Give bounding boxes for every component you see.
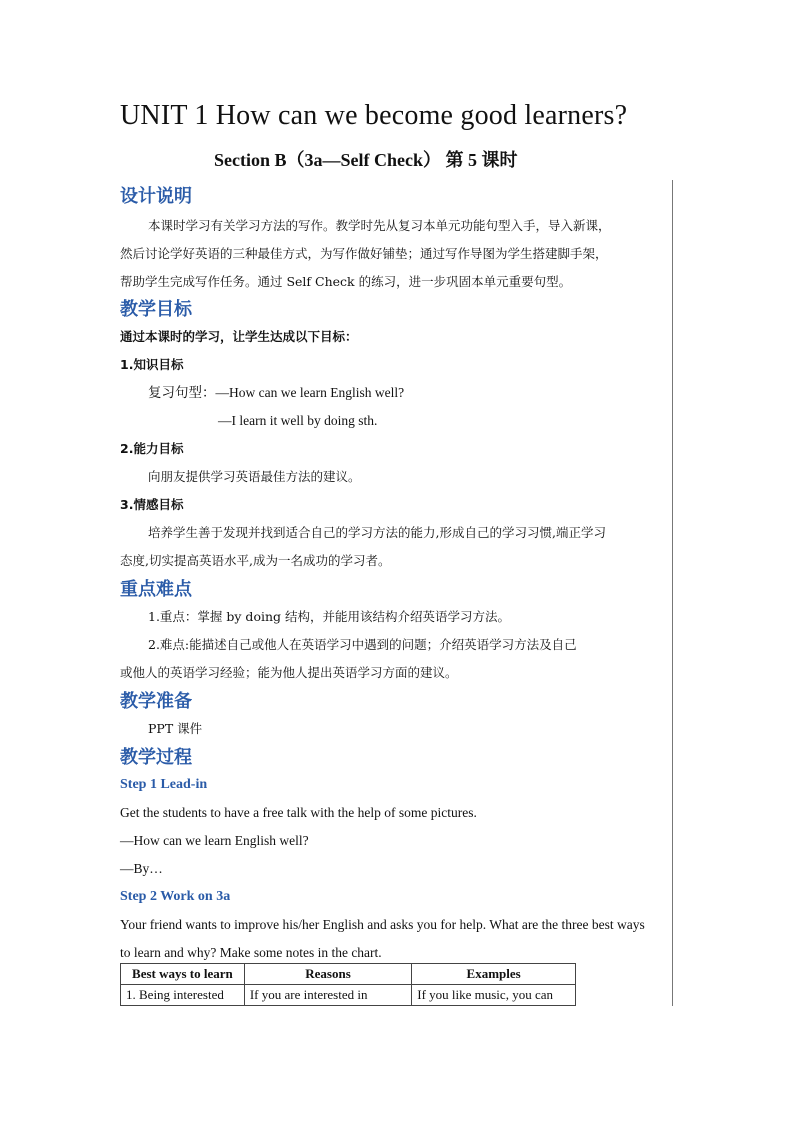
lesson-subtitle: Section B（3a—Self Check） 第 5 课时 [214,150,518,170]
emotion-goal-line-1: 培养学生善于发现并找到适合自己的学习方法的能力,形成自己的学习习惯,端正学习 [148,525,606,540]
table-cell: 1. Being interested [121,985,245,1006]
step2-title: Step 2 Work on 3a [120,889,231,904]
keypoints-line-1: 1.重点：掌握 by doing 结构，并能用该结构介绍英语学习方法。 [148,609,510,624]
step1-line-1: Get the students to have a free talk with the help of some pictures. [120,805,477,820]
goals-intro: 通过本课时的学习，让学生达成以下目标： [120,329,358,344]
knowledge-goal-title: 1.知识目标 [120,357,184,372]
page-right-rule [672,180,673,1006]
emotion-goal-line-2: 态度,切实提高英语水平,成为一名成功的学习者。 [120,553,391,568]
unit-title: UNIT 1 How can we become good learners? [120,100,628,131]
design-line-3: 帮助学生完成写作任务。通过 Self Check 的练习，进一步巩固本单元重要句型。 [120,274,572,289]
process-heading: 教学过程 [120,747,192,768]
prep-heading: 教学准备 [120,691,192,712]
knowledge-goal-line-1: 复习句型：—How can we learn English well? [148,385,405,400]
goals-heading: 教学目标 [120,299,192,320]
table-row [121,985,576,1006]
table-cell: If you are interested in [244,985,411,1006]
table-header-cell: Examples [412,964,576,985]
emotion-goal-title: 3.情感目标 [120,497,184,512]
keypoints-line-3: 或他人的英语学习经验；能为他人提出英语学习方面的建议。 [120,665,458,680]
keypoints-heading: 重点难点 [120,579,192,600]
step2-line-2: to learn and why? Make some notes in the chart. [120,945,382,960]
ability-goal-line: 向朋友提供学习英语最佳方法的建议。 [148,469,361,484]
step1-line-3: —By… [120,861,163,876]
table-header-cell: Best ways to learn [121,964,245,985]
step1-line-2: —How can we learn English well? [120,833,309,848]
knowledge-goal-line-2: —I learn it well by doing sth. [218,413,378,428]
design-line-2: 然后讨论学好英语的三种最佳方式，为写作做好铺垫；通过写作导图为学生搭建脚手架， [120,246,608,261]
ability-goal-title: 2.能力目标 [120,441,184,456]
table-header-row [121,964,576,985]
prep-line: PPT 课件 [148,721,203,736]
keypoints-line-2: 2.难点:能描述自己或他人在英语学习中遇到的问题；介绍英语学习方法及自己 [148,637,577,652]
design-heading: 设计说明 [120,186,192,207]
step2-line-1: Your friend wants to improve his/her English and asks you for help. What are the three best ways [120,917,645,932]
best-ways-chart [120,963,576,1006]
table-cell: If you like music, you can [412,985,576,1006]
step1-title: Step 1 Lead-in [120,777,208,792]
design-line-1: 本课时学习有关学习方法的写作。教学时先从复习本单元功能句型入手，导入新课， [148,218,611,233]
table-header-cell: Reasons [244,964,411,985]
